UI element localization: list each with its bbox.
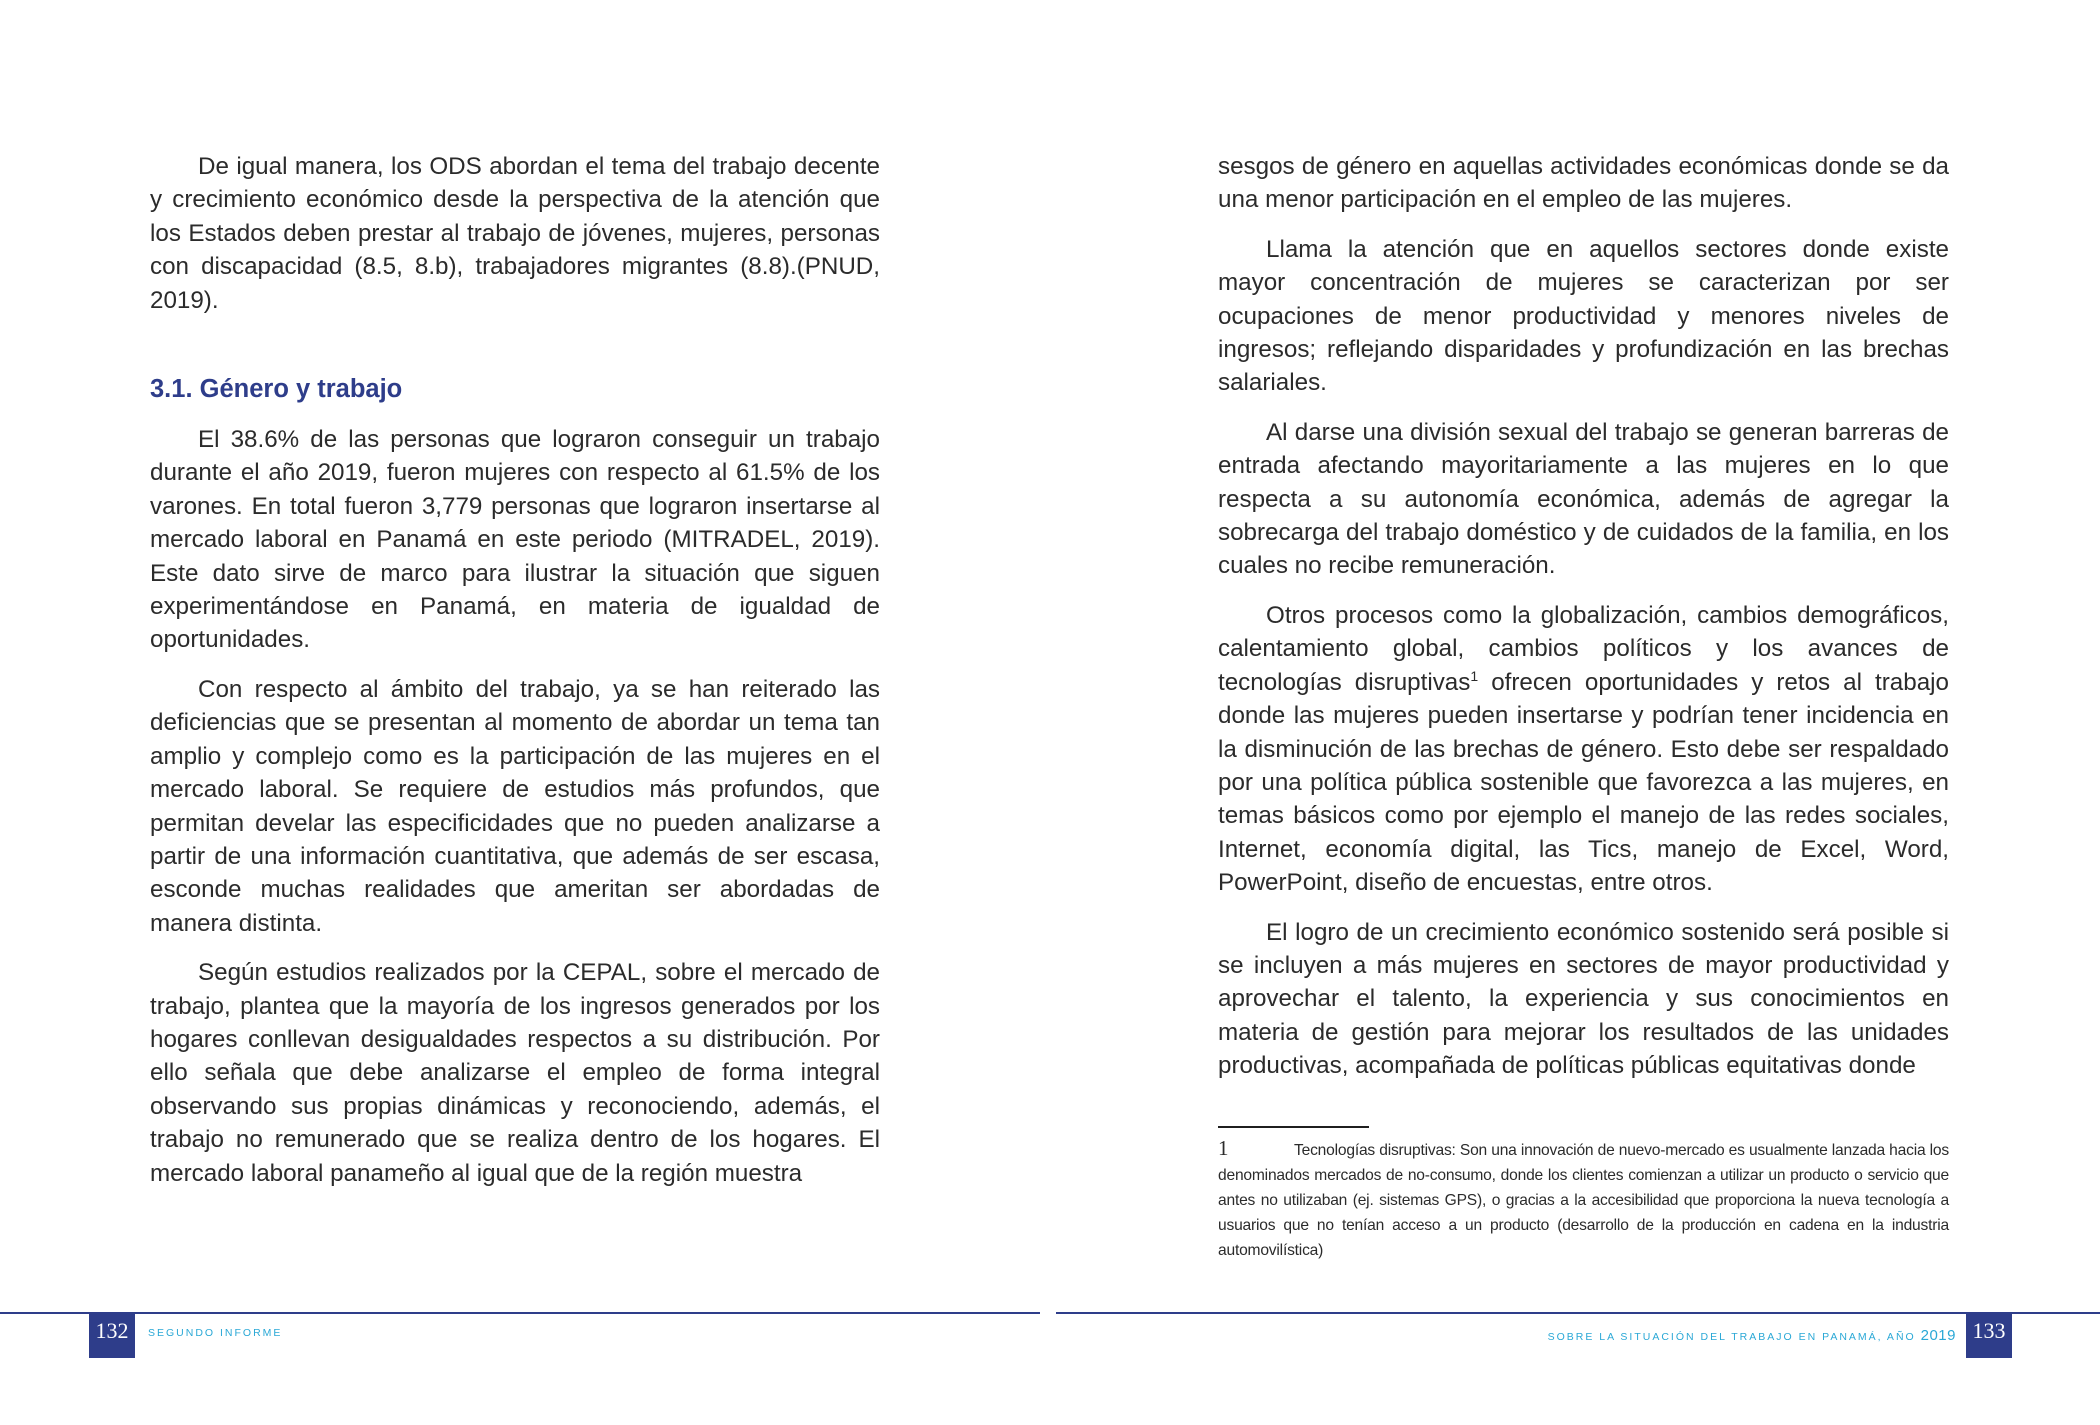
left-page-body (150, 150, 880, 1190)
right-paragraph-4-text-b: ofrecen oportunidades y retos al trabajo donde las mujeres pueden insertarse y podrían tener incidencia en la disminución de las brechas de género. Esto debe ser respaldado por una política pública sostenible que favorezca a las mujeres, en temas básicos como por ejemplo el manejo de las redes sociales, Internet, economía digital, las Tics, manejo de Excel, Word, PowerPoint, diseño de encuestas, entre otros. (1218, 668, 1949, 897)
page-number-right: 133 (1966, 1314, 2012, 1358)
right-paragraph-2: Llama la atención que en aquellos sectores donde existe mayor concentración de mujeres se caracterizan por ser ocupaciones de menor productividad y menores niveles de ingresos; reflejando disparidades y profundización en las brechas salariales. (1218, 235, 1949, 397)
running-title-left: SEGUNDO INFORME (148, 1327, 283, 1339)
right-paragraph-4 (1218, 599, 1949, 900)
footnote-number: 1 (1218, 1136, 1229, 1160)
running-title-year: 2019 (1920, 1327, 1956, 1344)
right-paragraph-3: Al darse una división sexual del trabajo se generan barreras de entrada afectando mayoritariamente a las mujeres en lo que respecta a su autonomía económica, además de agregar la sobrecarga del trabajo doméstico y de cuidados de la familia, en los cuales no recibe remuneración. (1218, 418, 1949, 580)
left-paragraph-4: Según estudios realizados por la CEPAL, sobre el mercado de trabajo, plantea que la mayoría de los ingresos generados por los hogares conllevan desigualdades respectos a su distribución. Por ello señala que debe analizarse el empleo de forma integral observando sus propias dinámicas y reconociendo, además, el trabajo no remunerado que se realiza dentro de los hogares. El mercado laboral panameño al igual que de la región muestra (150, 959, 880, 1187)
left-paragraph-1: De igual manera, los ODS abordan el tema del trabajo decente y crecimiento económico desde la perspectiva de la atención que los Estados deben prestar al trabajo de jóvenes, mujeres, personas con discapacidad (8.5, 8.b), trabajadores migrantes (8.8).(PNUD, 2019). (150, 153, 880, 314)
footnote-text: Tecnologías disruptivas: Son una innovación de nuevo-mercado es usualmente lanzada hacia los denominados mercados de no-consumo, donde los clientes comienzan a utilizar un producto o servicio que antes no utilizaban (ej. sistemas GPS), o gracias a la accesibilidad que proporciona la nueva tecnología a usuarios que no tenían acceso a un producto (desarrollo de la producción en cadena en la industria automovilística) (1218, 1142, 1949, 1259)
page-number-left: 132 (89, 1314, 135, 1358)
running-title-right (1548, 1327, 1956, 1344)
right-paragraph-1: sesgos de género en aquellas actividades económicas donde se da una menor participación en el empleo de las mujeres. (1218, 153, 1949, 214)
section-heading: 3.1. Género y trabajo (150, 375, 403, 404)
running-title-right-text: SOBRE LA SITUACIÓN DEL TRABAJO EN PANAMÁ, AÑO (1547, 1331, 1916, 1343)
footnote-reference[interactable]: 1 (1470, 667, 1479, 684)
left-paragraph-3: Con respecto al ámbito del trabajo, ya se han reiterado las deficiencias que se presentan al momento de abordar un tema tan amplio y complejo como es la participación de las mujeres en el mercado laboral. Se requiere de estudios más profundos, que permitan develar las especificidades que no pueden analizarse a partir de una información cuantitativa, que además de ser escasa, esconde muchas realidades que ameritan ser abordadas de manera distinta. (150, 675, 880, 937)
footnote (1218, 1136, 1949, 1263)
right-paragraph-5: El logro de un crecimiento económico sostenido será posible si se incluyen a más mujeres en sectores de mayor productividad y aprovechar el talento, la experiencia y sus conocimientos en materia de gestión para mejorar los resultados de las unidades productivas, acompañada de políticas públicas equitativas donde (1218, 918, 1949, 1080)
footnote-divider (1218, 1126, 1369, 1128)
footer-rule-left (0, 1312, 1040, 1314)
right-paragraph-4-text-a: Otros procesos como la globalización, cambios demográficos, calentamiento global, cambios políticos y los avances de tecnologías disruptivas (1218, 601, 1949, 696)
left-paragraph-2: El 38.6% de las personas que lograron conseguir un trabajo durante el año 2019, fueron mujeres con respecto al 61.5% de los varones. En total fueron 3,779 personas que lograron insertarse al mercado laboral en Panamá en este periodo (MITRADEL, 2019). Este dato sirve de marco para ilustrar la situación que siguen experimentándose en Panamá, en materia de igualdad de oportunidades. (150, 426, 880, 654)
footer-rule-right (1056, 1312, 2100, 1314)
right-page-body (1218, 150, 1949, 1083)
